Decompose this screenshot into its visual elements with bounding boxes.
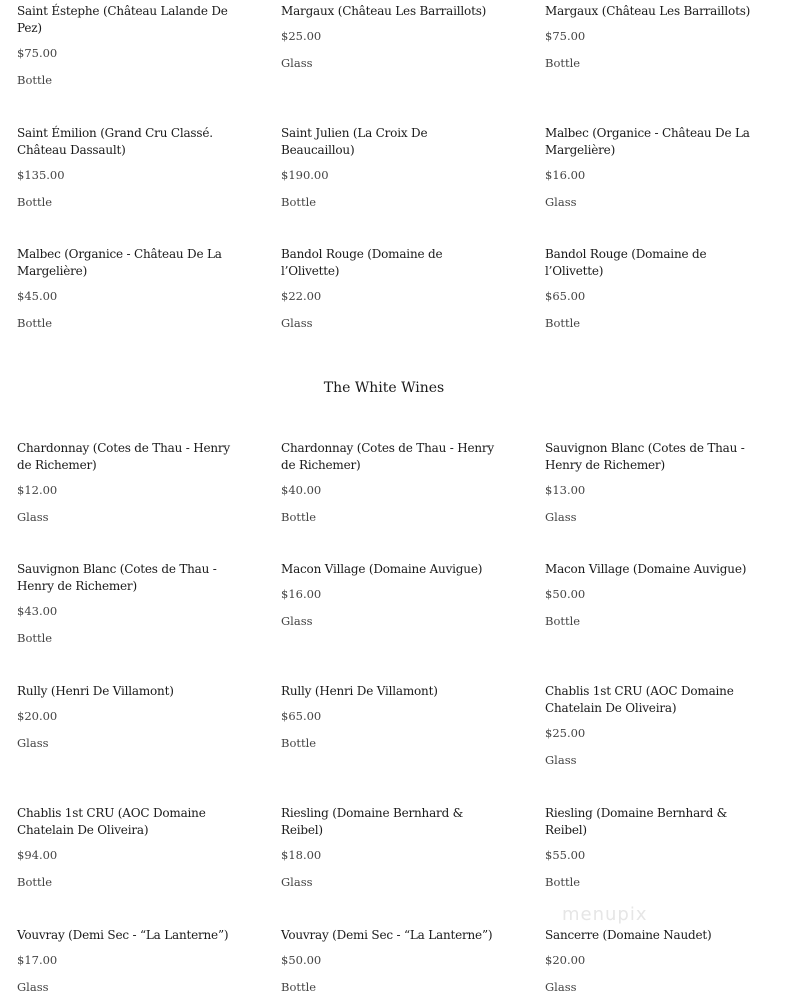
wine-name: Malbec (Organice - Château De La Margelière) [17,247,222,278]
wine-name: Sauvignon Blanc (Cotes de Thau - Henry de Richemer) [17,562,217,593]
wine-price: $16.00 [281,587,322,601]
wine-name: Riesling (Domaine Bernhard & Reibel) [281,806,464,837]
wine-name: Rully (Henri De Villamont) [281,684,438,698]
menu-item [281,246,496,330]
wine-name: Vouvray (Demi Sec - “La Lanterne”) [281,928,493,942]
serving-size: Glass [17,736,49,750]
menu-item [545,683,760,767]
serving-size: Glass [545,753,577,767]
menu-item [17,805,232,889]
wine-name: Chablis 1st CRU (AOC Domaine Chatelain De Oliveira) [545,684,734,715]
wine-name: Chardonnay (Cotes de Thau - Henry de Richemer) [17,441,231,472]
serving-size: Bottle [545,316,581,330]
menu-item [17,927,232,994]
serving-size: Bottle [17,875,53,889]
menu-item [545,246,760,330]
wine-price: $20.00 [17,709,58,723]
menu-item [281,927,496,994]
wine-price: $50.00 [281,953,322,967]
menu-item [281,125,496,209]
wine-name: Rully (Henri De Villamont) [17,684,174,698]
wine-price: $40.00 [281,483,322,497]
menu-item [17,3,232,87]
wine-name: Macon Village (Domaine Auvigue) [281,562,483,576]
wine-price: $16.00 [545,168,586,182]
wine-name: Bandol Rouge (Domaine de l’Olivette) [545,247,707,278]
menu-item [281,683,496,750]
wine-price: $50.00 [545,587,586,601]
serving-size: Glass [545,980,577,994]
wine-name: Malbec (Organice - Château De La Margelière) [545,126,750,157]
section-title: The White Wines [323,380,445,396]
menu-item [545,927,760,994]
menu-item [17,125,232,209]
menu-item [17,683,232,750]
menu-item [545,125,760,209]
wine-price: $190.00 [281,168,329,182]
menu-item [17,561,232,645]
wine-name: Macon Village (Domaine Auvigue) [545,562,747,576]
wine-price: $43.00 [17,604,58,618]
serving-size: Bottle [281,510,317,524]
wine-price: $25.00 [545,726,586,740]
menu-item [281,440,496,524]
menu-item [281,3,496,70]
serving-size: Glass [281,316,313,330]
serving-size: Glass [545,195,577,209]
menu-item [545,561,760,628]
serving-size: Bottle [545,614,581,628]
serving-size: Bottle [281,195,317,209]
wine-name: Sauvignon Blanc (Cotes de Thau - Henry de Richemer) [545,441,745,472]
wine-price: $75.00 [545,29,586,43]
wine-price: $20.00 [545,953,586,967]
serving-size: Bottle [17,195,53,209]
serving-size: Bottle [545,875,581,889]
menu-item [281,561,496,628]
wine-price: $94.00 [17,848,58,862]
serving-size: Bottle [17,631,53,645]
menu-item [281,805,496,889]
wine-price: $12.00 [17,483,58,497]
wine-name: Bandol Rouge (Domaine de l’Olivette) [281,247,443,278]
menu-item [17,246,232,330]
serving-size: Glass [545,510,577,524]
wine-price: $135.00 [17,168,65,182]
serving-size: Bottle [17,316,53,330]
serving-size: Bottle [281,736,317,750]
wine-name: Chablis 1st CRU (AOC Domaine Chatelain De Oliveira) [17,806,206,837]
wine-price: $13.00 [545,483,586,497]
wine-price: $17.00 [17,953,58,967]
wine-name: Chardonnay (Cotes de Thau - Henry de Richemer) [281,441,495,472]
serving-size: Glass [17,510,49,524]
wine-name: Margaux (Château Les Barraillots) [545,4,751,18]
wine-name: Saint Julien (La Croix De Beaucaillou) [281,126,428,157]
watermark-logo: menupix [562,904,648,925]
wine-name: Saint Émilion (Grand Cru Classé. Château Dassault) [17,126,213,157]
menu-item [545,440,760,524]
serving-size: Bottle [545,56,581,70]
serving-size: Glass [281,614,313,628]
wine-price: $55.00 [545,848,586,862]
serving-size: Bottle [17,73,53,87]
menu-item [545,805,760,889]
wine-price: $18.00 [281,848,322,862]
serving-size: Glass [281,56,313,70]
serving-size: Glass [281,875,313,889]
wine-price: $45.00 [17,289,58,303]
wine-name: Margaux (Château Les Barraillots) [281,4,487,18]
menu-item [545,3,760,70]
serving-size: Bottle [281,980,317,994]
wine-name: Saint Éstephe (Château Lalande De Pez) [17,4,228,35]
menu-item [17,440,232,524]
wine-price: $65.00 [281,709,322,723]
wine-name: Riesling (Domaine Bernhard & Reibel) [545,806,728,837]
wine-price: $65.00 [545,289,586,303]
serving-size: Glass [17,980,49,994]
wine-name: Sancerre (Domaine Naudet) [545,928,712,942]
wine-price: $75.00 [17,46,58,60]
wine-name: Vouvray (Demi Sec - “La Lanterne”) [17,928,229,942]
wine-price: $25.00 [281,29,322,43]
wine-price: $22.00 [281,289,322,303]
